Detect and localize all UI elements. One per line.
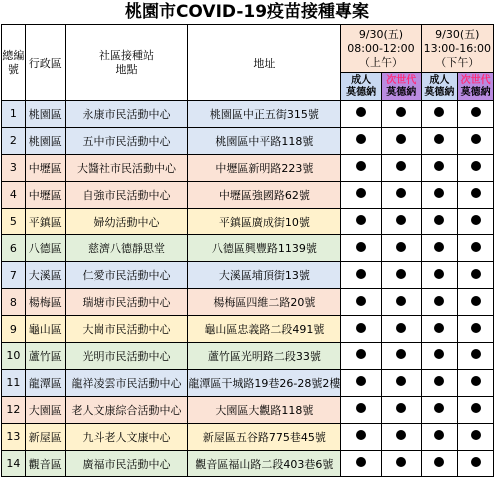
available-dot-icon	[434, 269, 444, 279]
available-dot-icon	[471, 215, 481, 225]
row-number: 4	[2, 181, 26, 208]
row-district: 桃園區	[25, 127, 65, 154]
slot-afternoon-time: 13:00-16:00	[423, 41, 491, 55]
available-dot-icon	[356, 349, 366, 359]
availability-cell	[341, 208, 382, 235]
row-address: 平鎮區廣成街10號	[188, 208, 341, 235]
row-number: 14	[2, 450, 26, 477]
row-site: 大醬社市民活動中心	[65, 154, 188, 181]
availability-cell	[421, 316, 458, 343]
availability-cell	[381, 208, 421, 235]
availability-cell	[458, 208, 494, 235]
available-dot-icon	[396, 215, 406, 225]
available-dot-icon	[471, 188, 481, 198]
available-dot-icon	[356, 323, 366, 333]
available-dot-icon	[356, 457, 366, 467]
table-row	[2, 181, 494, 208]
row-site: 光明市民活動中心	[65, 343, 188, 370]
slot-afternoon-period: （下午）	[435, 55, 480, 69]
available-dot-icon	[356, 215, 366, 225]
available-dot-icon	[396, 107, 406, 117]
row-district: 蘆竹區	[25, 343, 65, 370]
availability-cell	[341, 289, 382, 316]
availability-cell	[421, 181, 458, 208]
available-dot-icon	[356, 430, 366, 440]
row-district: 中壢區	[25, 181, 65, 208]
availability-cell	[458, 343, 494, 370]
availability-cell	[421, 262, 458, 289]
header-vaccine-adult-moderna-am	[341, 73, 382, 101]
available-dot-icon	[471, 161, 481, 171]
available-dot-icon	[356, 134, 366, 144]
availability-cell	[381, 262, 421, 289]
availability-cell	[458, 154, 494, 181]
header-number: 總編號	[2, 25, 26, 101]
availability-cell	[458, 450, 494, 477]
row-number: 8	[2, 289, 26, 316]
availability-cell	[341, 154, 382, 181]
table-row	[2, 127, 494, 154]
availability-cell	[381, 127, 421, 154]
slot-morning-period: （上午）	[358, 55, 403, 69]
row-district: 龍潭區	[25, 369, 65, 396]
row-site: 永康市民活動中心	[65, 101, 188, 128]
row-district: 桃園區	[25, 101, 65, 128]
row-site: 老人文康綜合活動中心	[65, 396, 188, 423]
available-dot-icon	[396, 134, 406, 144]
availability-cell	[341, 262, 382, 289]
available-dot-icon	[396, 188, 406, 198]
table-row	[2, 343, 494, 370]
availability-cell	[458, 262, 494, 289]
availability-cell	[421, 235, 458, 262]
available-dot-icon	[434, 376, 444, 386]
available-dot-icon	[396, 403, 406, 413]
row-number: 9	[2, 316, 26, 343]
table-row	[2, 235, 494, 262]
header-site	[65, 25, 188, 101]
row-site: 婦幼活動中心	[65, 208, 188, 235]
row-number: 10	[2, 343, 26, 370]
available-dot-icon	[434, 323, 444, 333]
header-vaccine-nextgen-moderna-am	[381, 73, 421, 101]
table-row	[2, 154, 494, 181]
row-address: 龍潭區干城路19巷26-28號2樓	[188, 369, 341, 396]
row-site: 大崗市民活動中心	[65, 316, 188, 343]
vac-label: 成人	[351, 74, 372, 86]
header-vaccine-nextgen-moderna-pm	[458, 73, 494, 101]
row-address: 中壢區新明路223號	[188, 154, 341, 181]
table-row	[2, 396, 494, 423]
available-dot-icon	[396, 242, 406, 252]
row-address: 蘆竹區光明路二段33號	[188, 343, 341, 370]
table-row	[2, 423, 494, 450]
vac-label: 莫德納	[346, 86, 377, 98]
availability-cell	[421, 369, 458, 396]
header-slot-afternoon	[421, 25, 493, 73]
availability-cell	[381, 235, 421, 262]
row-address: 龜山區忠義路二段491號	[188, 316, 341, 343]
row-number: 1	[2, 101, 26, 128]
row-address: 觀音區福山路二段403巷6號	[188, 450, 341, 477]
availability-cell	[341, 343, 382, 370]
row-district: 大園區	[25, 396, 65, 423]
row-site: 九斗老人文康中心	[65, 423, 188, 450]
available-dot-icon	[396, 430, 406, 440]
availability-cell	[341, 369, 382, 396]
available-dot-icon	[396, 269, 406, 279]
availability-cell	[458, 127, 494, 154]
availability-cell	[341, 101, 382, 128]
row-address: 八德區興豐路1139號	[188, 235, 341, 262]
available-dot-icon	[356, 188, 366, 198]
availability-cell	[421, 343, 458, 370]
available-dot-icon	[396, 161, 406, 171]
availability-cell	[381, 316, 421, 343]
available-dot-icon	[434, 215, 444, 225]
available-dot-icon	[434, 134, 444, 144]
available-dot-icon	[471, 430, 481, 440]
row-district: 中壢區	[25, 154, 65, 181]
header-address: 地址	[188, 25, 341, 101]
availability-cell	[458, 289, 494, 316]
header-site-line1: 社區接種站	[99, 48, 155, 62]
availability-cell	[458, 316, 494, 343]
row-site: 仁愛市民活動中心	[65, 262, 188, 289]
table-row	[2, 369, 494, 396]
available-dot-icon	[434, 349, 444, 359]
row-site: 自強市民活動中心	[65, 181, 188, 208]
available-dot-icon	[434, 242, 444, 252]
vac-label: 莫德納	[424, 86, 455, 98]
row-district: 八德區	[25, 235, 65, 262]
slot-morning-date: 9/30(五)	[358, 27, 404, 41]
slot-morning-time: 08:00-12:00	[347, 41, 415, 55]
available-dot-icon	[471, 376, 481, 386]
table-row	[2, 262, 494, 289]
row-district: 新屋區	[25, 423, 65, 450]
available-dot-icon	[471, 296, 481, 306]
row-address: 桃園區中平路118號	[188, 127, 341, 154]
available-dot-icon	[356, 269, 366, 279]
vac-label: 莫德納	[386, 86, 417, 98]
row-district: 楊梅區	[25, 289, 65, 316]
available-dot-icon	[356, 403, 366, 413]
row-site: 慈濟八德靜思堂	[65, 235, 188, 262]
header-district: 行政區	[25, 25, 65, 101]
availability-cell	[421, 396, 458, 423]
row-address: 新屋區五谷路775巷45號	[188, 423, 341, 450]
availability-cell	[341, 423, 382, 450]
available-dot-icon	[356, 161, 366, 171]
row-number: 12	[2, 396, 26, 423]
available-dot-icon	[471, 323, 481, 333]
row-site: 廣福市民活動中心	[65, 450, 188, 477]
availability-cell	[381, 450, 421, 477]
vac-label: 成人	[429, 74, 450, 86]
availability-cell	[421, 450, 458, 477]
row-address: 大園區大觀路118號	[188, 396, 341, 423]
table-row	[2, 208, 494, 235]
table-row	[2, 101, 494, 128]
availability-cell	[341, 235, 382, 262]
header-site-line2: 地點	[115, 62, 138, 76]
availability-cell	[458, 235, 494, 262]
available-dot-icon	[356, 242, 366, 252]
available-dot-icon	[434, 161, 444, 171]
row-address: 桃園區中正五街315號	[188, 101, 341, 128]
available-dot-icon	[471, 403, 481, 413]
vac-label: 次世代	[386, 74, 417, 86]
available-dot-icon	[356, 296, 366, 306]
page-title: 桃園市COVID-19疫苗接種專案	[124, 2, 370, 22]
table-row	[2, 289, 494, 316]
availability-cell	[381, 181, 421, 208]
available-dot-icon	[434, 457, 444, 467]
availability-cell	[341, 450, 382, 477]
row-number: 11	[2, 369, 26, 396]
availability-cell	[421, 127, 458, 154]
available-dot-icon	[471, 269, 481, 279]
row-district: 大溪區	[25, 262, 65, 289]
availability-cell	[381, 154, 421, 181]
available-dot-icon	[434, 107, 444, 117]
available-dot-icon	[396, 457, 406, 467]
availability-cell	[381, 396, 421, 423]
availability-cell	[381, 369, 421, 396]
row-district: 觀音區	[25, 450, 65, 477]
row-number: 6	[2, 235, 26, 262]
availability-cell	[341, 127, 382, 154]
availability-cell	[458, 423, 494, 450]
row-number: 2	[2, 127, 26, 154]
availability-cell	[381, 343, 421, 370]
available-dot-icon	[434, 430, 444, 440]
header-slot-morning	[341, 25, 421, 73]
row-address: 中壢區強國路62號	[188, 181, 341, 208]
slot-afternoon-date: 9/30(五)	[435, 27, 480, 41]
available-dot-icon	[471, 457, 481, 467]
availability-cell	[381, 423, 421, 450]
availability-cell	[341, 316, 382, 343]
available-dot-icon	[471, 107, 481, 117]
row-site: 五中市民活動中心	[65, 127, 188, 154]
availability-cell	[421, 208, 458, 235]
row-site: 龍祥凌雲市民活動中心	[65, 369, 188, 396]
row-number: 7	[2, 262, 26, 289]
availability-cell	[381, 101, 421, 128]
vaccination-schedule-table	[1, 24, 494, 477]
table-row	[2, 450, 494, 477]
row-number: 5	[2, 208, 26, 235]
availability-cell	[458, 101, 494, 128]
available-dot-icon	[434, 188, 444, 198]
available-dot-icon	[471, 242, 481, 252]
row-number: 3	[2, 154, 26, 181]
available-dot-icon	[396, 296, 406, 306]
availability-cell	[421, 154, 458, 181]
availability-cell	[341, 396, 382, 423]
availability-cell	[458, 369, 494, 396]
available-dot-icon	[471, 134, 481, 144]
availability-cell	[421, 101, 458, 128]
available-dot-icon	[434, 403, 444, 413]
row-number: 13	[2, 423, 26, 450]
availability-cell	[381, 289, 421, 316]
available-dot-icon	[434, 296, 444, 306]
available-dot-icon	[471, 349, 481, 359]
available-dot-icon	[396, 349, 406, 359]
availability-cell	[341, 181, 382, 208]
row-district: 平鎮區	[25, 208, 65, 235]
row-district: 龜山區	[25, 316, 65, 343]
availability-cell	[458, 396, 494, 423]
available-dot-icon	[396, 323, 406, 333]
vac-label: 莫德納	[460, 86, 491, 98]
availability-cell	[421, 289, 458, 316]
row-address: 楊梅區四維二路20號	[188, 289, 341, 316]
available-dot-icon	[356, 376, 366, 386]
header-vaccine-adult-moderna-pm	[421, 73, 458, 101]
vac-label: 次世代	[460, 74, 491, 86]
row-address: 大溪區埔頂街13號	[188, 262, 341, 289]
available-dot-icon	[396, 376, 406, 386]
available-dot-icon	[356, 107, 366, 117]
table-row	[2, 316, 494, 343]
row-site: 瑞塘市民活動中心	[65, 289, 188, 316]
availability-cell	[421, 423, 458, 450]
availability-cell	[458, 181, 494, 208]
